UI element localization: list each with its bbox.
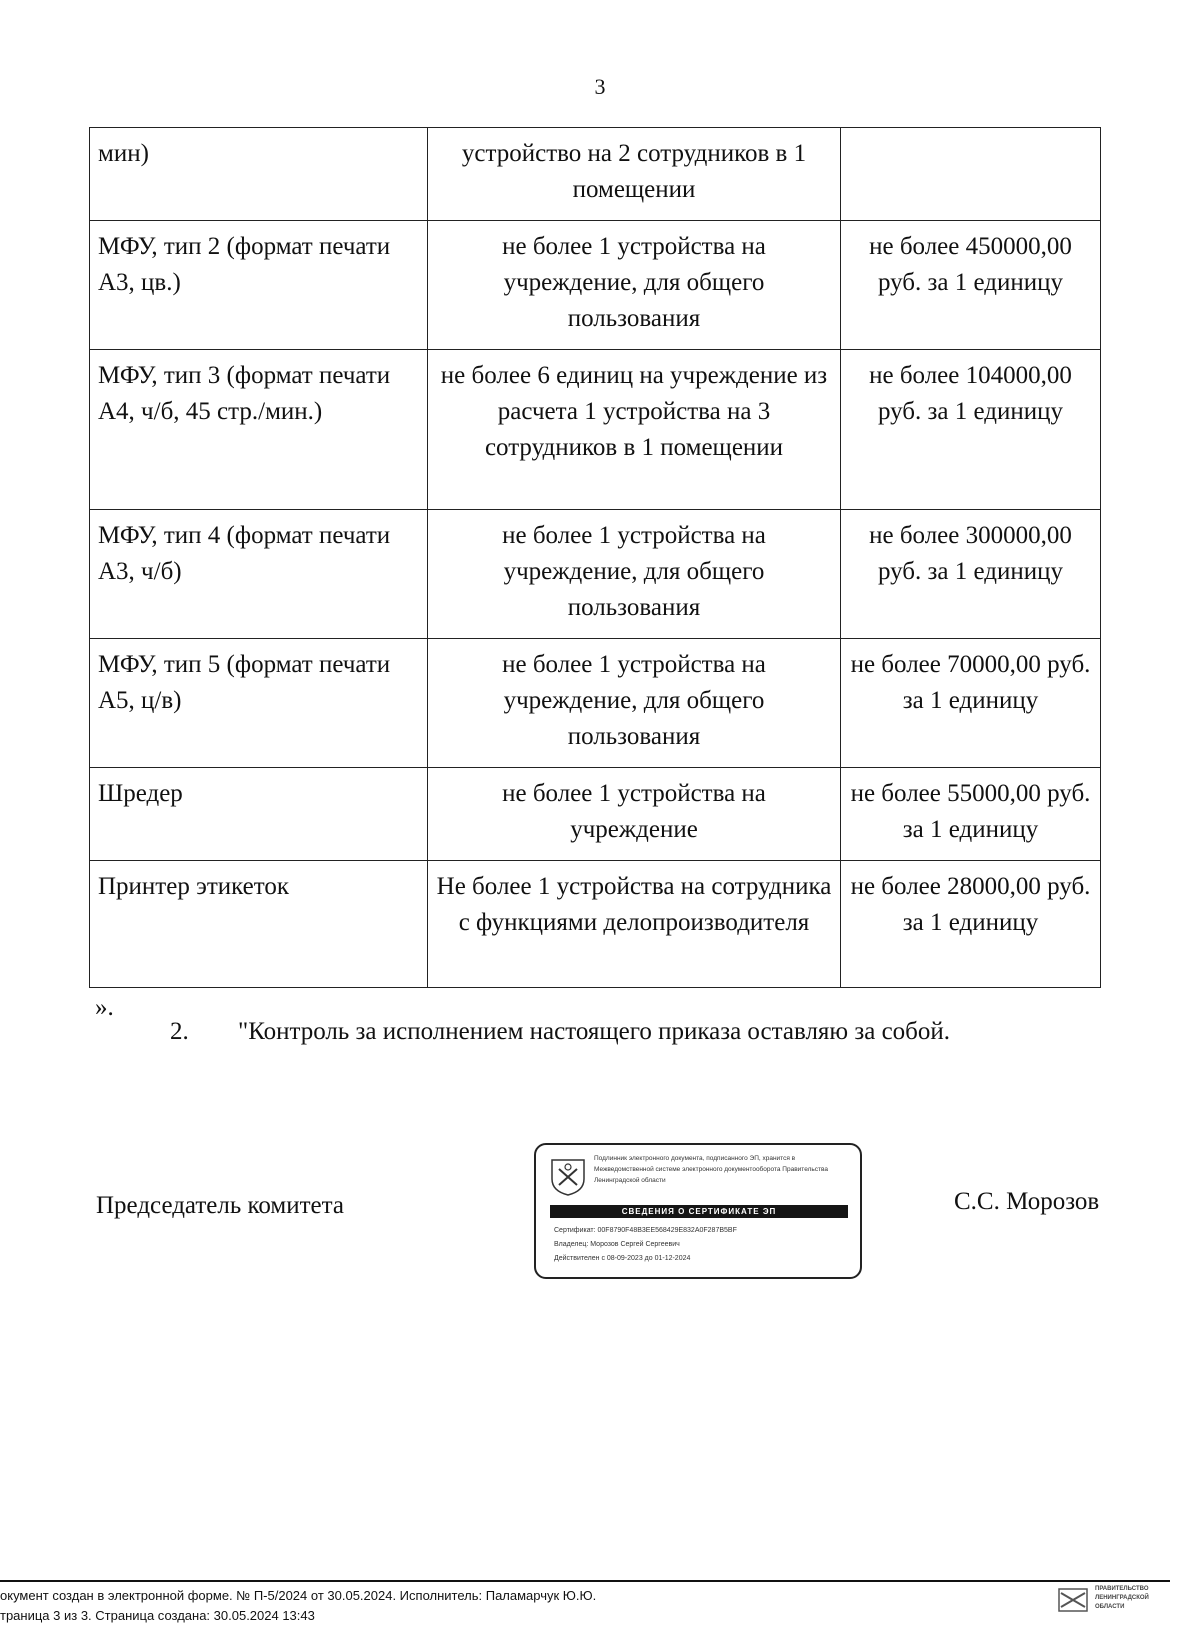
certificate-owner: Владелец: Морозов Сергей Сергеевич <box>554 1241 680 1248</box>
table-row <box>90 510 1101 639</box>
footer-divider <box>0 1580 1170 1582</box>
item-name-cell: Принтер этикеток <box>90 861 428 988</box>
price-cell: не более 28000,00 руб. за 1 единицу <box>841 861 1101 988</box>
price-cell: не более 450000,00 руб. за 1 единицу <box>841 221 1101 350</box>
clause-number: 2. <box>170 1018 189 1045</box>
quantity-cell: не более 6 единиц на учреждение из расчета 1 устройства на 3 сотрудников в 1 помещении <box>428 350 841 510</box>
coat-of-arms-icon <box>550 1157 586 1197</box>
price-cell <box>841 128 1101 221</box>
quantity-cell: устройство на 2 сотрудников в 1 помещении <box>428 128 841 221</box>
footer-page-info: траница 3 из 3. Страница создана: 30.05.2024 13:43 <box>0 1608 315 1623</box>
price-cell: не более 300000,00 руб. за 1 единицу <box>841 510 1101 639</box>
stamp-note: Подлинник электронного документа, подписанного ЭП, хранится в Межведомственной системе электронного документооборота Правительства Ленинградской области <box>594 1155 828 1184</box>
quantity-cell: не более 1 устройства на учреждение, для общего пользования <box>428 221 841 350</box>
item-name-cell: МФУ, тип 4 (формат печати А3, ч/б) <box>90 510 428 639</box>
table-row <box>90 861 1101 988</box>
government-logo-icon <box>1058 1588 1088 1612</box>
footer-document-info: окумент создан в электронной форме. № П-5/2024 от 30.05.2024. Исполнитель: Паламарчук Ю.Ю. <box>0 1588 597 1603</box>
equipment-table <box>89 127 1101 988</box>
signer-title: Председатель комитета <box>96 1192 344 1219</box>
table-row <box>90 128 1101 221</box>
footer-organization: ПРАВИТЕЛЬСТВО ЛЕНИНГРАДСКОЙ ОБЛАСТИ <box>1095 1586 1149 1610</box>
price-cell: не более 55000,00 руб. за 1 единицу <box>841 768 1101 861</box>
quantity-cell: Не более 1 устройства на сотрудника с функциями делопроизводителя <box>428 861 841 988</box>
closing-quote: ». <box>95 994 114 1021</box>
item-name-cell: МФУ, тип 5 (формат печати А5, ц/в) <box>90 639 428 768</box>
table-row <box>90 350 1101 510</box>
table-row <box>90 639 1101 768</box>
quantity-cell: не более 1 устройства на учреждение, для общего пользования <box>428 510 841 639</box>
quantity-cell: не более 1 устройства на учреждение, для общего пользования <box>428 639 841 768</box>
quantity-cell: не более 1 устройства на учреждение <box>428 768 841 861</box>
clause-text: "Контроль за исполнением настоящего приказа оставляю за собой. <box>238 1018 951 1045</box>
e-signature-stamp <box>534 1143 862 1279</box>
certificate-number: Сертификат: 00F8790F48B3EE568429E832A0F287B5BF <box>554 1227 737 1234</box>
signer-name: С.С. Морозов <box>954 1188 1100 1215</box>
table-row <box>90 221 1101 350</box>
price-cell: не более 70000,00 руб. за 1 единицу <box>841 639 1101 768</box>
certificate-validity: Действителен с 08-09-2023 до 01-12-2024 <box>554 1255 691 1262</box>
item-name-cell: МФУ, тип 3 (формат печати А4, ч/б, 45 стр./мин.) <box>90 350 428 510</box>
table-row <box>90 768 1101 861</box>
item-name-cell: Шредер <box>90 768 428 861</box>
stamp-header: СВЕДЕНИЯ О СЕРТИФИКАТЕ ЭП <box>550 1205 848 1218</box>
item-name-cell: мин) <box>90 128 428 221</box>
price-cell: не более 104000,00 руб. за 1 единицу <box>841 350 1101 510</box>
page-number: 3 <box>594 74 606 99</box>
item-name-cell: МФУ, тип 2 (формат печати А3, цв.) <box>90 221 428 350</box>
